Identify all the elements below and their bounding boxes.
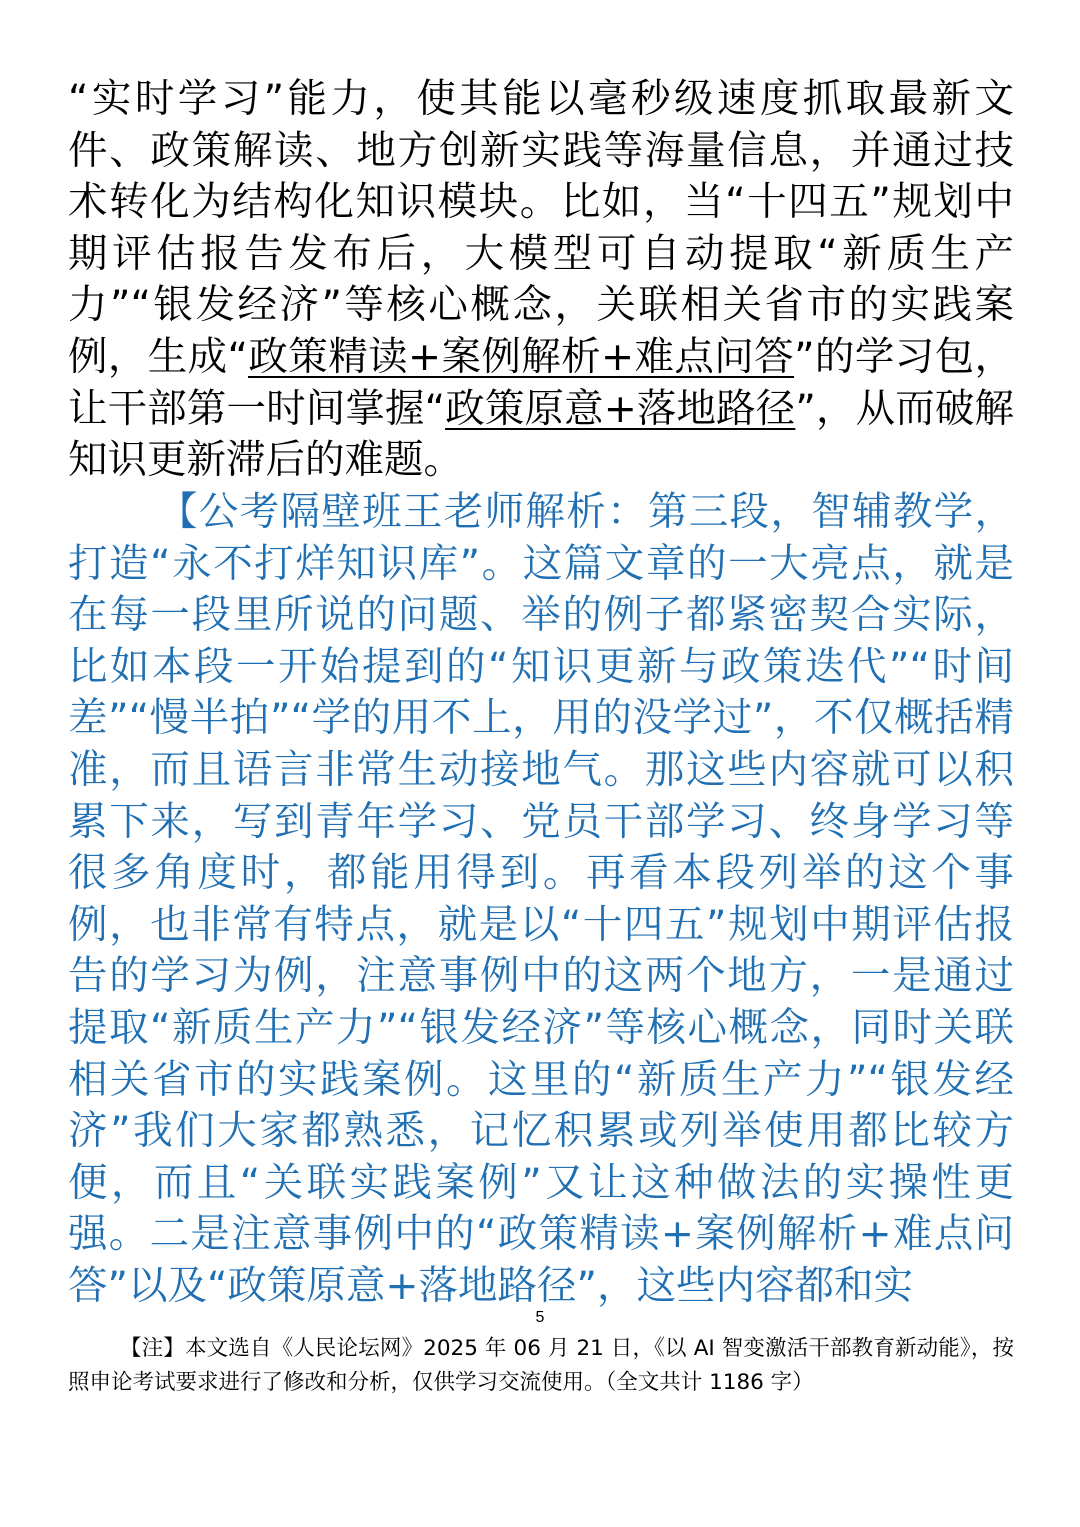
underlined-phrase-policy-path: 政策原意+落地路径 <box>445 385 796 432</box>
article-paragraph <box>68 74 1014 487</box>
source-note: 【注】本文选自《人民论坛网》2025 年 06 月 21 日，《以 AI 智变激活干部教育新动能》，按照申论考试要求进行了修改和分析，仅供学习交流使用。（全文共计 1186 字） <box>68 1336 1014 1395</box>
article-text: ”，从而破解知识更新滞后的难题。 <box>68 385 1014 484</box>
article-text: “实时学习”能力，使其能以毫秒级速度抓取最新文件、政策解读、地方创新实践等海量信息，并通过技术转化为结构化知识模块。比如，当“十四五”规划中期评估报告发布后，大模型可自动提取“新质生产力”“银发经济”等核心概念，关联相关省市的实践案例，生成“ <box>68 76 1014 380</box>
article-text: ”的学习包，让干部第一时间掌握“ <box>68 333 1014 432</box>
page-number: 5 <box>535 1309 545 1326</box>
analysis-paragraph: 【公考隔壁班王老师解析：第三段，智辅教学，打造“永不打烊知识库”。这篇文章的一大亮点，就是在每一段里所说的问题、举的例子都紧密契合实际，比如本段一开始提到的“知识更新与政策迭代”“时间差”“慢半拍”“学的用不上，用的没学过”，不仅概括精准，而且语言非常生动接地气。那这些内容就可以积累下来，写到青年学习、党员干部学习、终身学习等很多角度时，都能用得到。再看本段列举的这个事例，也非常有特点，就是以“十四五”规划中期评估报告的学习为例，注意事例中的这两个地方，一是通过提取“新质生产力”“银发经济”等核心概念，同时关联相关省市的实践案例。这里的“新质生产力”“银发经济”我们大家都熟悉，记忆积累或列举使用都比较方便，而且“关联实践案例”又让这种做法的实操性更强。二是注意事例中的“政策精读+案例解析+难点问答”以及“政策原意+落地路径”，这些内容都和实 <box>68 489 1014 1309</box>
underlined-phrase-study-package: 政策精读+案例解析+难点问答 <box>248 333 795 380</box>
